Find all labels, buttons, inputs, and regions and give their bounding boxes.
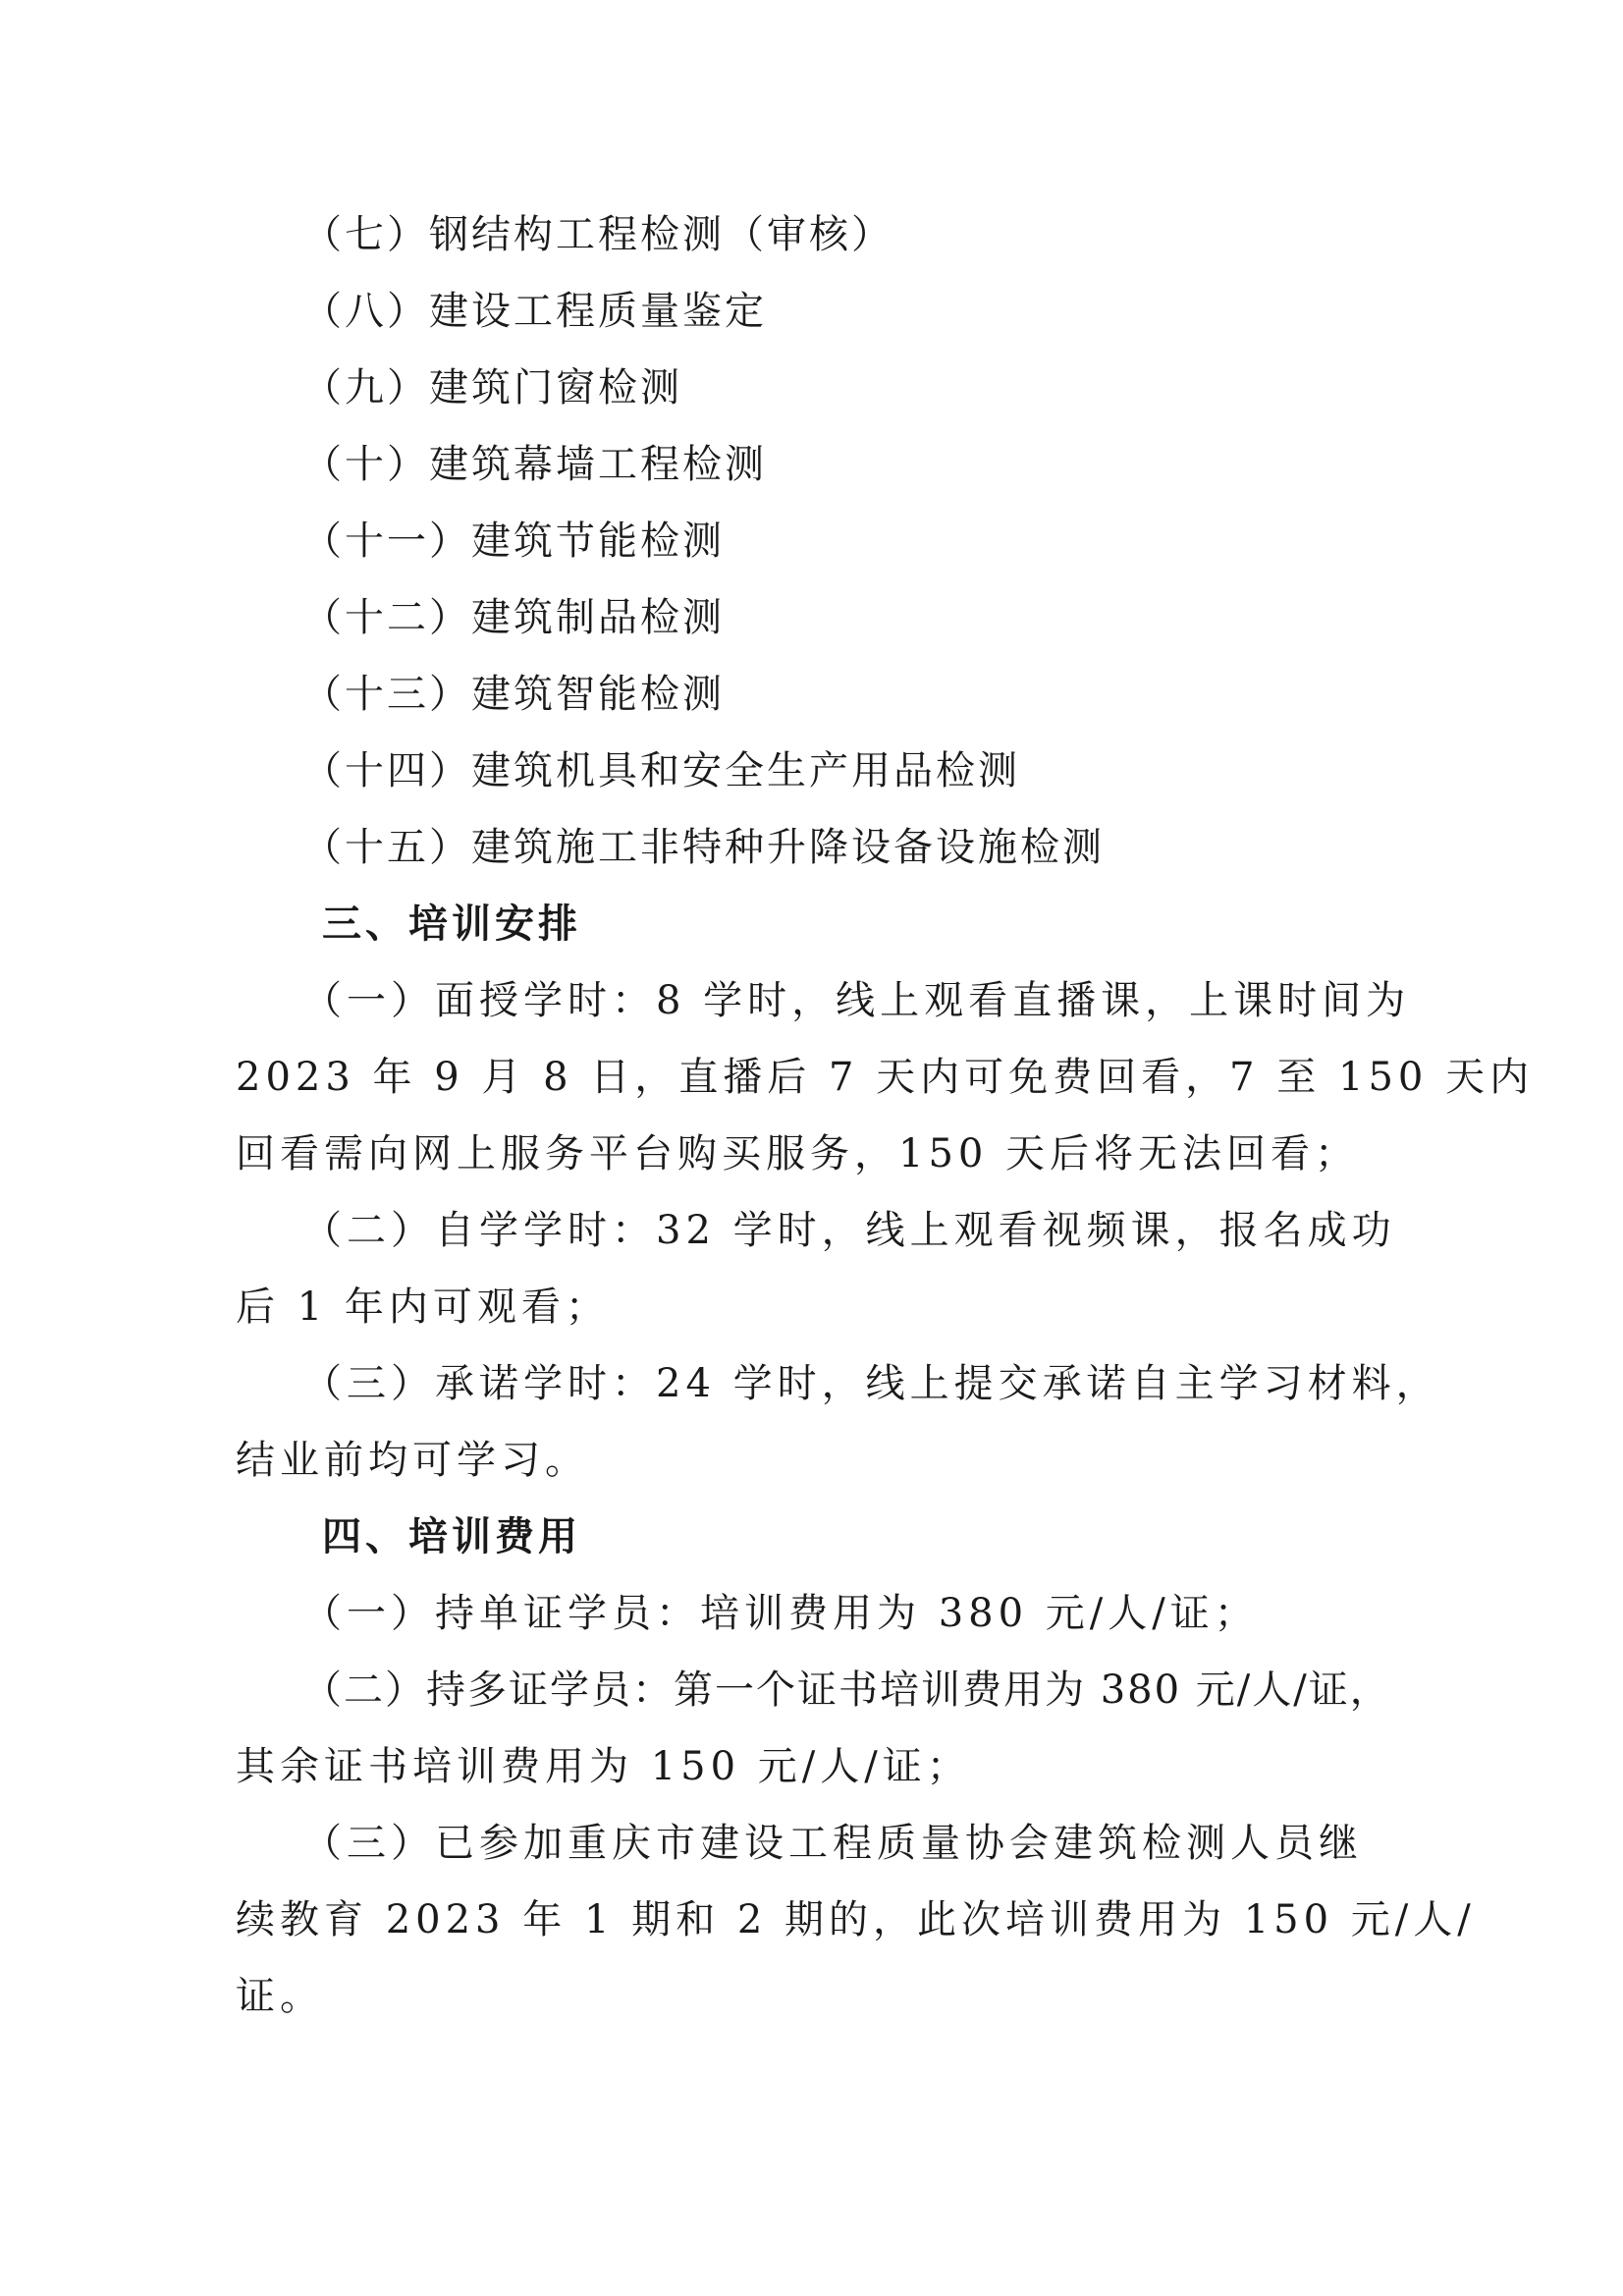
list-item-7: （七）钢结构工程检测（审核）: [302, 212, 893, 257]
schedule-paragraph-1-line-2: 2023 年 9 月 8 日，直播后 7 天内可免费回看，7 至 150 天内: [236, 1055, 1535, 1100]
list-item-8: （八）建设工程质量鉴定: [302, 289, 767, 334]
schedule-paragraph-1-line-3: 回看需向网上服务平台购买服务，150 天后将无法回看；: [236, 1131, 1360, 1176]
fees-paragraph-3-line-3: 证。: [236, 1974, 324, 2019]
schedule-paragraph-3-line-1: （三）承诺学时：24 学时，线上提交承诺自主学习材料，: [302, 1361, 1440, 1406]
list-item-15: （十五）建筑施工非特种升降设备设施检测: [302, 825, 1105, 870]
list-item-11: （十一）建筑节能检测: [302, 519, 725, 564]
section-heading-training-fees: 四、培训费用: [322, 1514, 581, 1559]
schedule-paragraph-2-line-1: （二）自学学时：32 学时，线上观看视频课，报名成功: [302, 1208, 1396, 1253]
schedule-paragraph-1-line-1: （一）面授学时：8 学时，线上观看直播课，上课时间为: [302, 978, 1411, 1023]
list-item-12: （十二）建筑制品检测: [302, 595, 725, 640]
schedule-paragraph-2-line-2: 后 1 年内可观看；: [236, 1285, 610, 1330]
list-item-14: （十四）建筑机具和安全生产用品检测: [302, 748, 1020, 793]
document-body: [236, 196, 1535, 2035]
list-item-9: （九）建筑门窗检测: [302, 365, 682, 410]
fees-paragraph-1-line-1: （一）持单证学员：培训费用为 380 元/人/证；: [302, 1591, 1259, 1636]
section-heading-training-schedule: 三、培训安排: [322, 902, 581, 947]
schedule-paragraph-3-line-2: 结业前均可学习。: [236, 1438, 589, 1483]
list-item-13: （十三）建筑智能检测: [302, 672, 725, 717]
fees-paragraph-3-line-1: （三）已参加重庆市建设工程质量协会建筑检测人员继: [302, 1821, 1363, 1866]
fees-paragraph-2-line-2: 其余证书培训费用为 150 元/人/证；: [236, 1744, 971, 1789]
fees-paragraph-2-line-1: （二）持多证学员：第一个证书培训费用为 380 元/人/证，: [302, 1667, 1391, 1713]
fees-paragraph-3-line-2: 续教育 2023 年 1 期和 2 期的，此次培训费用为 150 元/人/: [236, 1897, 1476, 1942]
list-item-10: （十）建筑幕墙工程检测: [302, 442, 767, 487]
